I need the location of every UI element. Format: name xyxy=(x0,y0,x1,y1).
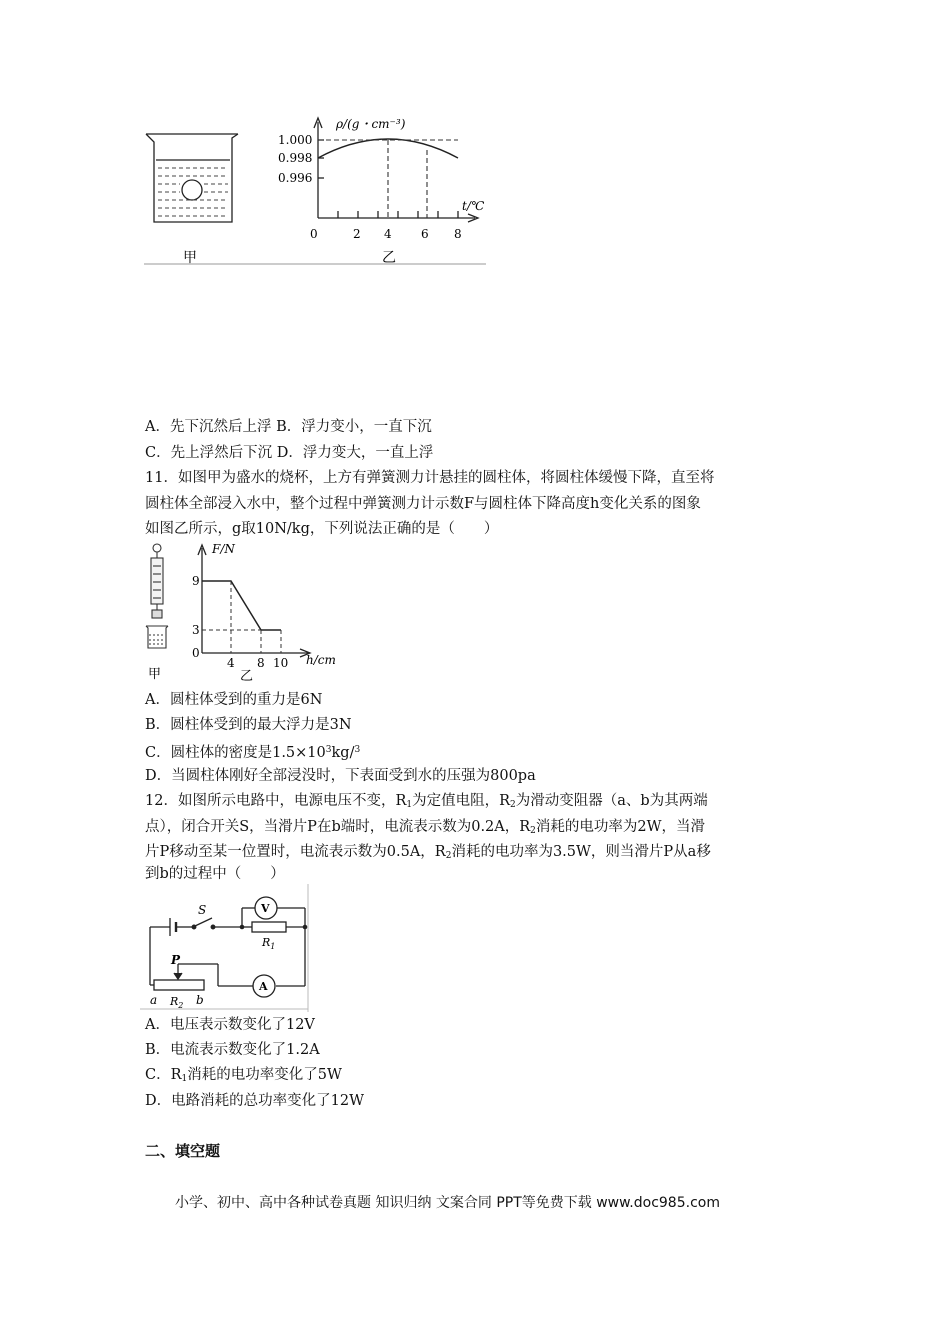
q10-options-cd: C．先上浮然后下沉 D．浮力变大，一直上浮 xyxy=(145,445,434,461)
q12-l1-c: 为滑动变阻器（a、b为其两端 xyxy=(515,793,708,809)
q11-option-c-exp: 3 xyxy=(325,745,332,755)
fig1-xtick-0: 0 xyxy=(310,227,318,241)
q12-l3-sub: 2 xyxy=(445,851,452,861)
q11-fig-ytick-3: 3 xyxy=(192,623,200,637)
q11-option-c-unit: kg/ xyxy=(331,745,355,761)
force-height-figure xyxy=(140,540,340,685)
ammeter-label: A xyxy=(259,980,268,993)
section-title: 二、填空题 xyxy=(145,1142,221,1160)
q12-option-c-sub: 1 xyxy=(181,1074,188,1084)
q12-option-b: B．电流表示数变化了1.2A xyxy=(145,1042,320,1058)
q11-option-a: A．圆柱体受到的重力是6N xyxy=(145,692,323,708)
fig1-xtick-4: 4 xyxy=(384,227,392,241)
force-height-chart xyxy=(192,542,336,684)
fig1-caption-left: 甲 xyxy=(183,250,197,266)
fig1-xtick-2: 2 xyxy=(353,227,361,241)
q12-l2-a: 点），闭合开关S，当滑片P在b端时，电流表示数为0.2A，R xyxy=(145,819,531,835)
q12-option-d: D．电路消耗的总功率变化了12W xyxy=(145,1093,364,1109)
q11-fig-ytick-9: 9 xyxy=(192,574,200,588)
fig1-ylabel: ρ/(g・cm⁻³) xyxy=(336,117,406,131)
q12-stem-line4: 到b的过程中（ ） xyxy=(145,866,285,882)
q11-fig-caption-right: 乙 xyxy=(240,669,254,684)
switch-label: S xyxy=(198,903,207,917)
q12-l1-a: 12．如图所示电路中，电源电压不变，R xyxy=(145,793,407,809)
end-a-label: a xyxy=(150,993,158,1007)
q11-fig-xtick-8: 8 xyxy=(257,656,265,670)
fig1-xlabel: t/℃ xyxy=(462,199,485,213)
q12-l2-b: 消耗的电功率为2W，当滑 xyxy=(535,819,706,835)
r2-label: $R_2$ xyxy=(170,995,184,1010)
q10-options-ab: A．先下沉然后上浮 B．浮力变小，一直下沉 xyxy=(145,419,432,435)
q11-fig-ytick-0: 0 xyxy=(192,646,200,660)
footer-text: 小学、初中、高中各种试卷真题 知识归纳 文案合同 PPT等免费下载 www.doc985.com xyxy=(175,1195,720,1211)
q11-fig-caption-left: 甲 xyxy=(148,667,162,682)
q12-option-a: A．电压表示数变化了12V xyxy=(145,1017,315,1033)
fig1-ytick-0998: 0.998 xyxy=(278,151,313,165)
q11-stem-line1: 11．如图甲为盛水的烧杯，上方有弹簧测力计悬挂的圆柱体，将圆柱体缓慢下降，直至将 xyxy=(145,470,715,486)
density-chart xyxy=(278,117,485,266)
q11-option-c xyxy=(145,740,360,763)
q12-stem-line3 xyxy=(145,842,711,866)
r1-label: $R_1$ xyxy=(262,936,276,951)
fig1-ytick-0996: 0.996 xyxy=(278,171,313,185)
q12-option-c-b: 消耗的电功率变化了5W xyxy=(187,1067,342,1083)
q12-option-c xyxy=(145,1065,342,1089)
q12-l3-b: 消耗的电功率为3.5W，则当滑片P从a移 xyxy=(451,844,711,860)
force-curve xyxy=(202,581,281,630)
q11-option-c-exp2: 3 xyxy=(354,745,361,755)
end-b-label: b xyxy=(196,993,204,1007)
q12-stem-line2 xyxy=(145,817,705,841)
q11-fig-xlabel: h/cm xyxy=(306,653,336,667)
q12-l1-b: 为定值电阻，R xyxy=(412,793,511,809)
voltmeter-label: V xyxy=(261,902,270,915)
spring-scale-drawing xyxy=(146,544,168,648)
q11-stem-line2: 圆柱体全部浸入水中，整个过程中弹簧测力计示数F与圆柱体下降高度h变化关系的图象 xyxy=(145,496,701,512)
q12-l1-sub2: 2 xyxy=(510,800,516,810)
fig1-xtick-8: 8 xyxy=(454,227,462,241)
q11-fig-ylabel: F/N xyxy=(212,542,235,556)
q12-l1-sub1: 1 xyxy=(406,800,413,810)
q11-option-b: B．圆柱体受到的最大浮力是3N xyxy=(145,717,352,733)
density-figure xyxy=(140,110,490,270)
q11-stem-line3: 如图乙所示，g取10N/kg，下列说法正确的是（ ） xyxy=(145,521,499,537)
q11-fig-xtick-10: 10 xyxy=(273,656,289,670)
fig1-ytick-1000: 1.000 xyxy=(278,133,313,147)
slider-label: P xyxy=(171,953,181,967)
q12-l2-sub: 2 xyxy=(530,826,536,836)
q12-l3-a: 片P移动至某一位置时，电流表示数为0.5A，R xyxy=(145,844,446,860)
q11-option-d: D．当圆柱体刚好全部浸没时，下表面受到水的压强为800pa xyxy=(145,768,536,784)
q11-fig-xtick-4: 4 xyxy=(227,656,235,670)
beaker-drawing xyxy=(146,134,238,222)
fig1-caption-right: 乙 xyxy=(382,250,396,266)
q12-stem-line1 xyxy=(145,791,708,815)
circuit-diagram xyxy=(140,884,315,1012)
q11-option-c-text: C．圆柱体的密度是1.5×10 xyxy=(145,745,326,761)
fig1-xtick-6: 6 xyxy=(421,227,429,241)
q12-option-c-a: C．R xyxy=(145,1067,182,1083)
